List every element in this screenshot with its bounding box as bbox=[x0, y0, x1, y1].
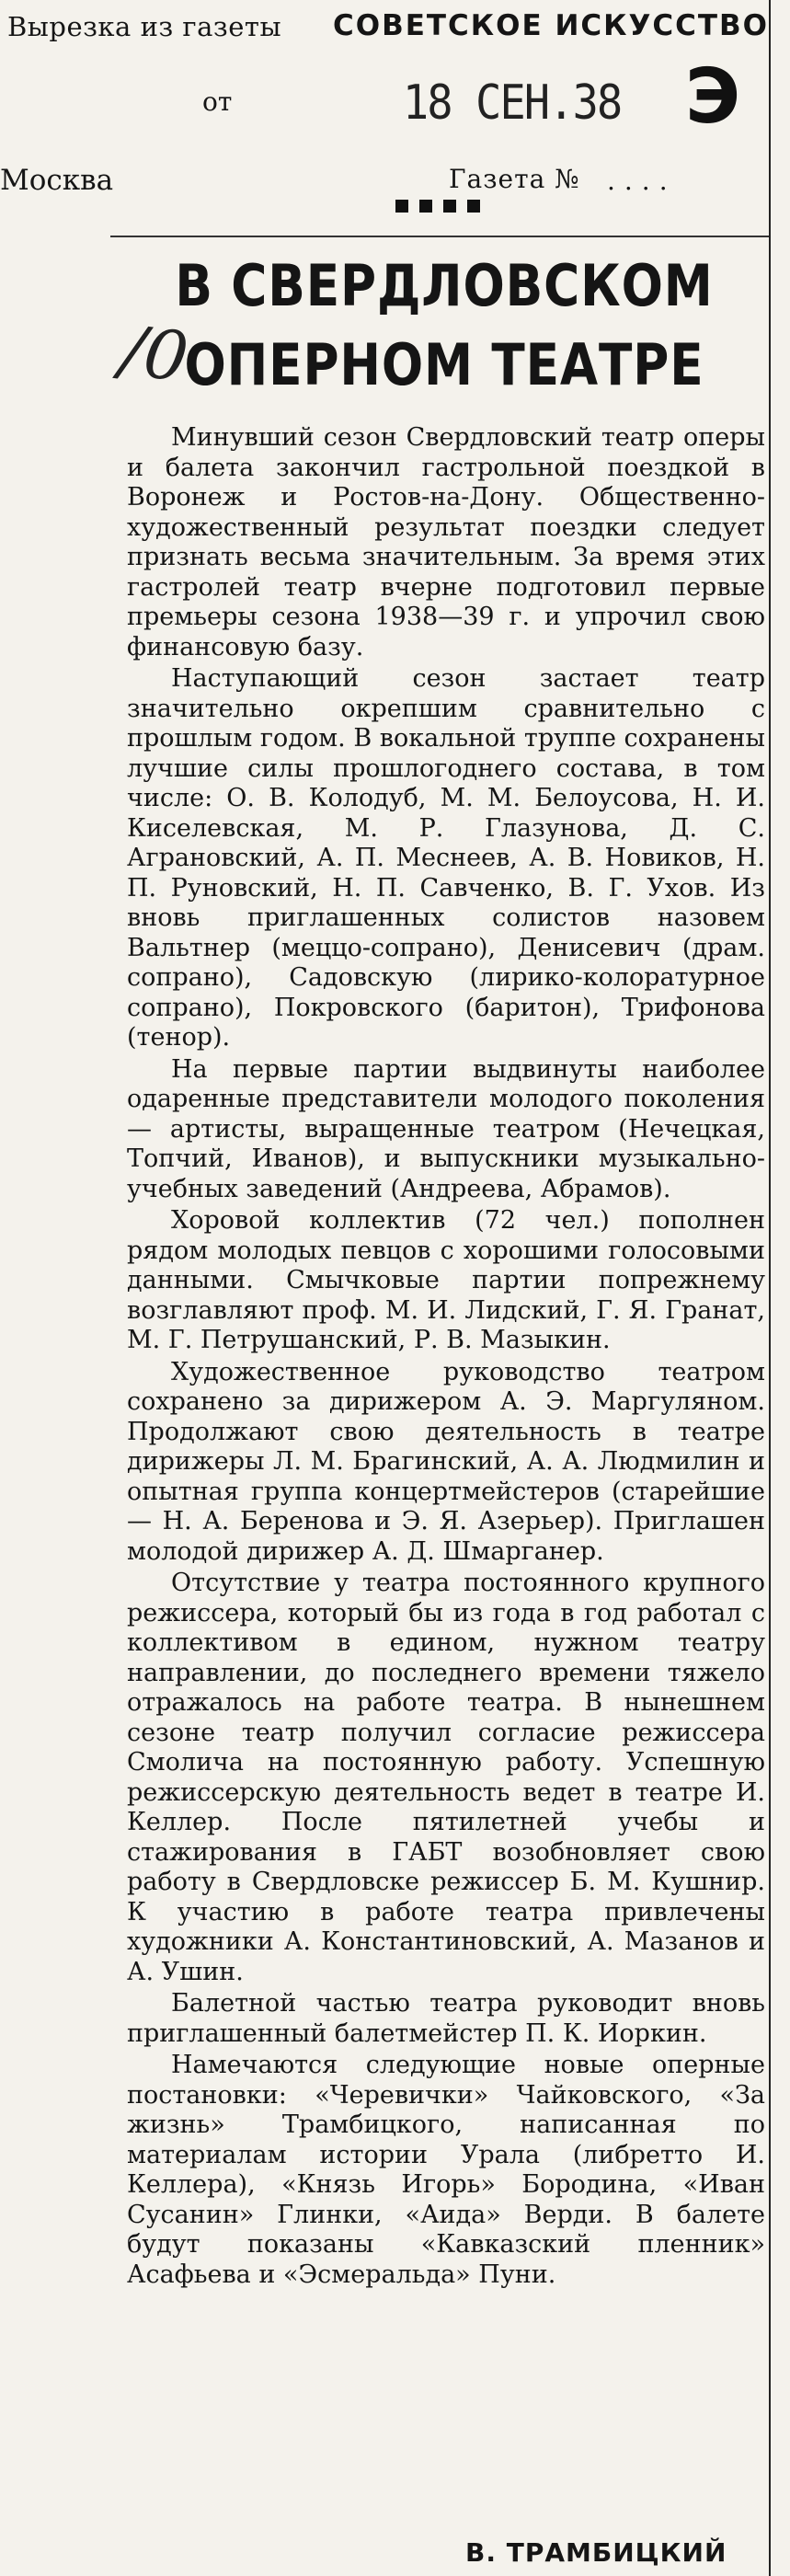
ornament-squares bbox=[395, 199, 491, 216]
city-label: Москва bbox=[0, 164, 114, 197]
headline-line-1: В СВЕРДЛОВСКОМ bbox=[175, 252, 714, 319]
header-rule bbox=[110, 236, 769, 237]
author-signature: В. ТРАМБИЦКИЙ bbox=[465, 2537, 727, 2568]
article-body bbox=[127, 423, 765, 2292]
paragraph: Художественное руководство театром сохранено за дирижером А. Э. Маргуляном. Продолжают свою деятельность в театре дирижеры Л. М. Брагинский, А. А. Людмилин и опытная группа концертмейстеров (старейшие — Н. А. Беренова и Э. Я. Азерьер). Приглашен молодой дирижер А. Д. Шмарганер. bbox=[127, 1357, 765, 1566]
date-from-label: от bbox=[202, 86, 233, 117]
date-stamp: 18 СЕН.38 bbox=[403, 75, 622, 131]
paragraph: Хоровой коллектив (72 чел.) пополнен рядом молодых певцов с хорошими голосовыми данными. Смычковые партии попрежнему возглавляют проф. М. И. Лидский, Г. Я. Гранат, М. Г. Петрушанский, Р. В. Мазыкин. bbox=[127, 1206, 765, 1354]
paragraph: Минувший сезон Свердловский театр оперы и балета закончил гастрольной поездкой в Воронеж и Ростов-на-Дону. Общественно-художественный результат поездки следует признать весьма значительным. За время этих гастролей театр вчерне подготовил первые премьеры сезона 1938—39 г. и упрочил свою финансовую базу. bbox=[127, 423, 765, 661]
newspaper-name: СОВЕТСКОЕ ИСКУССТВО bbox=[333, 9, 770, 42]
gazeta-number-label: Газета № bbox=[449, 164, 580, 194]
clipping-source-label: Вырезка из газеты bbox=[7, 11, 282, 42]
paragraph: Намечаются следующие новые оперные постановки: «Черевички» Чайковского, «За жизнь» Трамбицкого, написанная по материалам истории Урала (либретто И. Келлера), «Князь Игорь» Бородина, «Иван Сусанин» Глинки, «Аида» Верди. В балете будут показаны «Кавказский пленник» Асафьева и «Эсмеральда» Пуни. bbox=[127, 2051, 765, 2289]
paragraph: Наступающий сезон застает театр значительно окрепшим сравнительно с прошлым годом. В вокальной труппе сохранены лучшие силы прошлогоднего состава, в том числе: О. В. Колодуб, М. М. Белоусова, Н. И. Киселевская, М. Р. Глазунова, Д. С. Аграновский, А. П. Меснеев, А. В. Новиков, Н. П. Руновский, Н. П. Савченко, В. Г. Ухов. Из вновь приглашенных солистов назовем Вальтнер (меццо-сопрано), Денисевич (драм. сопрано), Садовскую (лирико-колоратурное сопрано), Покровского (баритон), Трифонова (тенор). bbox=[127, 664, 765, 1052]
gazeta-number-blank: .... bbox=[607, 166, 677, 196]
paragraph: На первые партии выдвинуты наиболее одаренные представители молодого поколения — артисты, выращенные театром (Нечецкая, Топчий, Иванов), и выпускники музыкально-учебных заведений (Андреева, Абрамов). bbox=[127, 1054, 765, 1203]
paragraph: Отсутствие у театра постоянного крупного режиссера, который бы из года в год работал с коллективом в едином, нужном театру направлении, до последнего времени тяжело отражалось на работе театра. В нынешнем сезоне театр получил согласие режиссера Смолича на постоянную работу. Успешную режиссерскую деятельность ведет в театре И. Келлер. После пятилетней учебы и стажирования в ГАБТ возобновляет свою работу в Свердловске режиссер Б. М. Кушнир. К участию в работе театра привлечены художники А. Константиновский, А. Мазанов и А. Ушин. bbox=[127, 1569, 765, 1986]
column-rule bbox=[769, 0, 771, 2576]
paragraph: Балетной частью театра руководит вновь приглашенный балетмейстер П. К. Иоркин. bbox=[127, 1989, 765, 2048]
headline-line-2: ОПЕРНОМ ТЕАТРЕ bbox=[184, 331, 704, 398]
issue-stamp: Э bbox=[685, 53, 741, 141]
handwritten-mark: /0 bbox=[116, 310, 193, 398]
